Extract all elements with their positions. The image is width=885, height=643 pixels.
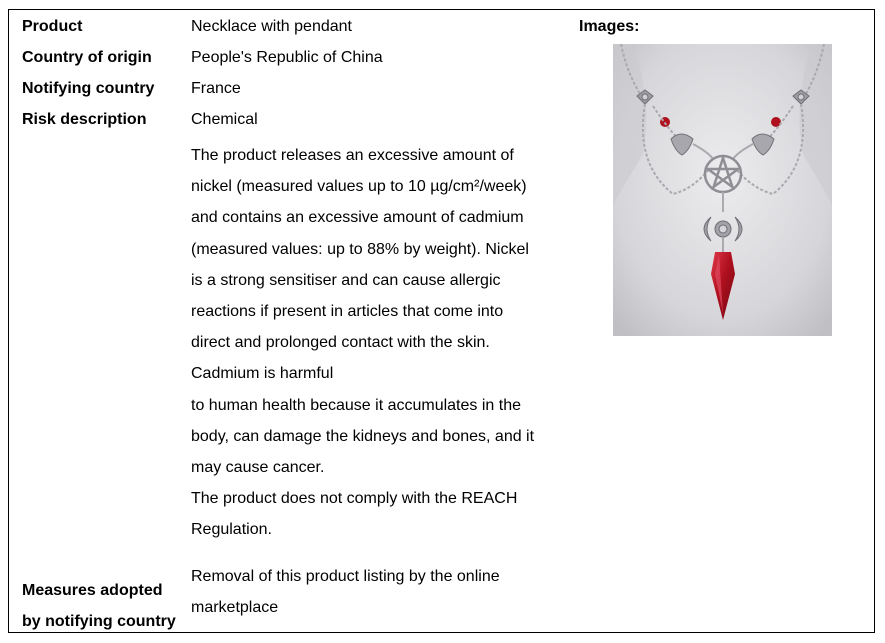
risk-text-line: nickel (measured values up to 10 µg/cm²/week) (191, 178, 527, 196)
risk-text-line: body, can damage the kidneys and bones, and it (191, 427, 535, 445)
measures-label-line: by notifying country (22, 613, 176, 630)
necklace-photo-icon (613, 44, 832, 336)
risk-text-line: may cause cancer. (191, 458, 325, 476)
notifying-country-label: Notifying country (22, 80, 155, 97)
risk-text-line: to human health because it accumulates in the (191, 396, 521, 414)
risk-text-line: is a strong sensitiser and can cause allergic (191, 271, 501, 289)
measures-label (22, 575, 176, 637)
risk-text-line: The product does not comply with the REACH (191, 490, 518, 508)
risk-type-value: Chemical (191, 111, 258, 128)
necklace-photo (613, 44, 832, 336)
risk-text-line: The product releases an excessive amount of (191, 147, 514, 164)
risk-text-line: reactions if present in articles that come into (191, 302, 504, 320)
measures-value (191, 561, 500, 623)
measures-label-line: Measures adopted (22, 582, 163, 599)
measures-value-line: Removal of this product listing by the online (191, 568, 500, 585)
country-of-origin-label: Country of origin (22, 49, 152, 66)
risk-description-label: Risk description (22, 111, 147, 128)
images-label: Images: (579, 18, 640, 35)
risk-text-line: and contains an excessive amount of cadmium (191, 209, 524, 227)
risk-text-line: Regulation. (191, 521, 272, 539)
risk-text-line: (measured values: up to 88% by weight). Nickel (191, 240, 529, 258)
risk-text-line: Cadmium is harmful (191, 365, 334, 383)
product-label: Product (22, 18, 83, 35)
risk-description-text (191, 140, 534, 545)
risk-text-line: direct and prolonged contact with the skin. (191, 334, 490, 352)
product-value: Necklace with pendant (191, 18, 352, 35)
notifying-country-value: France (191, 80, 241, 97)
country-of-origin-value: People's Republic of China (191, 49, 383, 66)
measures-value-line: marketplace (191, 599, 279, 616)
report-frame (8, 9, 875, 633)
